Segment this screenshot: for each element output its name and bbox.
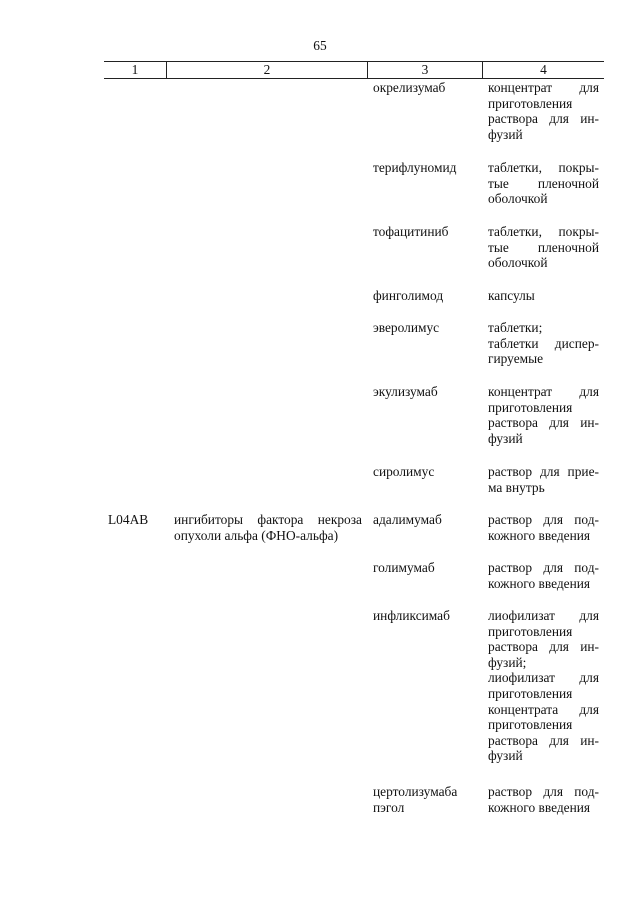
dosage-form-line: фузий <box>488 126 523 142</box>
pharmacological-group <box>174 512 362 543</box>
drug-name <box>373 320 477 336</box>
dosage-form-line: раствора для ин- <box>488 415 599 431</box>
dosage-form-line: таблетки диспер- <box>488 335 599 351</box>
dosage-form-line: оболочкой <box>488 191 548 207</box>
dosage-form-line: раствора для ин- <box>488 732 599 748</box>
dosage-form <box>488 384 599 446</box>
dosage-form-line: раствора для ин- <box>488 111 599 127</box>
dosage-form <box>488 464 599 495</box>
drug-name <box>373 784 477 815</box>
dosage-form-line: раствор для под- <box>488 512 599 527</box>
dosage-form <box>488 512 599 543</box>
drug-name-line: финголимод <box>373 288 444 303</box>
dosage-form-line: капсулы <box>488 288 535 303</box>
dosage-form <box>488 224 599 271</box>
dosage-form-line: кожного введения <box>488 527 591 543</box>
dosage-form <box>488 160 599 207</box>
dosage-form-line: приготовления <box>488 95 573 111</box>
drug-name <box>373 384 477 400</box>
dosage-form-line: фузий; <box>488 654 527 670</box>
dosage-form <box>488 560 599 591</box>
dosage-form <box>488 608 599 764</box>
dosage-form-line: кожного введения <box>488 799 591 815</box>
drug-name-line: цертолизумаба <box>373 784 458 799</box>
drug-name <box>373 224 477 240</box>
drug-name <box>373 160 477 176</box>
drug-name-line: инфликсимаб <box>373 608 450 623</box>
drug-name-line: сиролимус <box>373 464 435 479</box>
drug-name <box>373 80 477 96</box>
dosage-form-line: тые пленочной <box>488 239 599 255</box>
dosage-form <box>488 320 599 367</box>
dosage-form-line: концентрата для <box>488 701 599 717</box>
drug-name-line: эверолимус <box>373 320 440 335</box>
drug-name <box>373 512 477 528</box>
dosage-form-line: фузий <box>488 748 523 764</box>
dosage-form-line: концентрат для <box>488 80 599 95</box>
drug-name-line: экулизумаб <box>373 384 438 399</box>
dosage-form-line: фузий <box>488 430 523 446</box>
drug-name-line: голимумаб <box>373 560 435 575</box>
drug-name-line: адалимумаб <box>373 512 442 527</box>
dosage-form-line: раствора для ин- <box>488 639 599 655</box>
pharmacological-group-line: опухоли альфа (ФНО-альфа) <box>174 527 339 543</box>
dosage-form-line: приготовления <box>488 717 573 733</box>
dosage-form-line: лиофилизат для <box>488 608 599 623</box>
dosage-form-line: таблетки, покры- <box>488 160 599 175</box>
dosage-form-line: приготовления <box>488 623 573 639</box>
dosage-form-line: тые пленочной <box>488 175 599 191</box>
dosage-form-line: лиофилизат для <box>488 670 599 686</box>
dosage-form-line: таблетки, покры- <box>488 224 599 239</box>
dosage-form-line: кожного введения <box>488 575 591 591</box>
dosage-form-line: гируемые <box>488 351 544 367</box>
drug-name <box>373 608 477 624</box>
drug-name <box>373 560 477 576</box>
header-col-3: 3 <box>421 62 429 77</box>
header-col-2: 2 <box>263 62 271 77</box>
dosage-form-line: оболочкой <box>488 255 548 271</box>
header-col-4: 4 <box>540 62 547 77</box>
dosage-form-line: раствор для под- <box>488 560 599 575</box>
dosage-form-line: раствор для прие- <box>488 464 599 479</box>
drug-name <box>373 288 477 304</box>
drug-name-line: терифлуномид <box>373 160 457 175</box>
dosage-form-line: концентрат для <box>488 384 599 399</box>
dosage-form <box>488 288 599 304</box>
dosage-form-line: ма внутрь <box>488 479 545 495</box>
atc-code: L04AB <box>108 512 149 527</box>
dosage-form <box>488 784 599 815</box>
dosage-form-line: таблетки; <box>488 320 543 335</box>
header-col-1: 1 <box>131 62 139 77</box>
drug-name-line: окрелизумаб <box>373 80 446 95</box>
drug-name <box>373 464 477 480</box>
pharmacological-group-line: ингибиторы фактора некроза <box>174 512 362 527</box>
table-header <box>104 61 604 79</box>
dosage-form-line: приготовления <box>488 685 573 701</box>
drug-name-line: пэгол <box>373 799 405 815</box>
dosage-form-line: приготовления <box>488 399 573 415</box>
drug-name-line: тофацитиниб <box>373 224 449 239</box>
dosage-form-line: раствор для под- <box>488 784 599 799</box>
page-number: 65 <box>313 38 327 53</box>
dosage-form <box>488 80 599 142</box>
